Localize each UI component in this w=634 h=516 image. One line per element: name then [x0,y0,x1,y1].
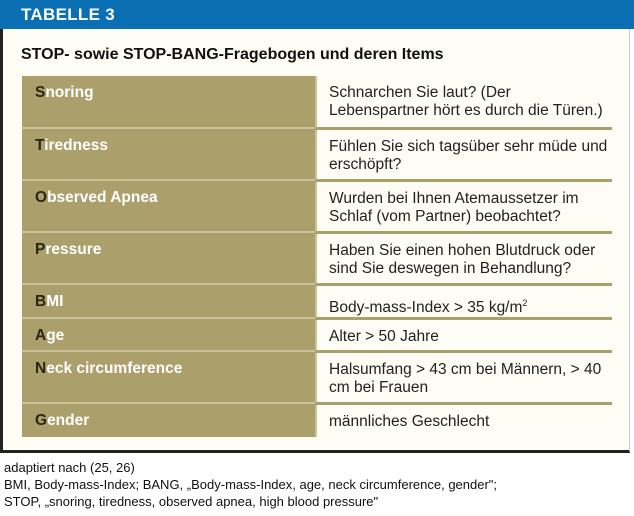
item-initial: N [35,360,47,378]
footnote: STOP, „snoring, tiredness, observed apnea, high blood pressure" [4,494,379,509]
item-rest: bserved Apnea [47,189,158,206]
table-row [22,318,612,351]
description-text: Schnarchen Sie laut? (Der Lebenspartner hört es durch die Türen.) [329,84,603,119]
superscript: 2 [522,297,528,308]
item-initial: G [35,412,48,430]
item-description [316,76,612,128]
item-name [22,318,316,351]
description-text: Fühlen Sie sich tagsüber sehr müde und erschöpft? [329,137,608,173]
item-initial: A [35,327,47,345]
item-initial: P [35,241,46,258]
item-description [316,403,612,437]
item-description [316,180,612,232]
item-initial: S [35,84,46,101]
item-name [22,128,316,180]
item-rest: iredness [44,137,108,154]
item-rest: ressure [45,241,102,258]
table-row [22,284,612,318]
item-description [316,128,612,180]
table-row [22,128,612,180]
item-description [316,318,612,351]
description-text: Halsumfang > 43 cm bei Männern, > 40 cm bei Frauen [329,360,602,396]
table-row [22,351,612,403]
item-rest: noring [45,84,94,101]
description-text: Haben Sie einen hohen Blutdruck oder sind Sie deswegen in Behandlung? [329,241,596,277]
item-rest: eck circumference [46,360,183,378]
item-name [22,180,316,232]
footnote: adaptiert nach (25, 26) [4,460,135,475]
item-initial: B [35,293,47,310]
description-text: Wurden bei Ihnen Atemaussetzer im Schlaf (vom Partner) beobachtet? [329,189,579,225]
item-name [22,351,316,403]
table-row [22,403,612,437]
item-initial: T [35,137,45,154]
table-row [22,232,612,284]
item-rest: MI [46,293,64,310]
item-description [316,232,612,284]
table-title: TABELLE 3 [21,5,116,24]
item-initial: O [35,189,48,206]
description-text: Alter > 50 Jahre [329,327,439,345]
item-rest: ge [46,327,65,345]
table-row [22,76,612,128]
description-text: Body-mass-Index > 35 kg/m [329,298,523,316]
description-text: männliches Geschlecht [329,412,490,430]
table-header [0,0,634,29]
item-name [22,403,316,437]
table-row [22,180,612,232]
stop-bang-table [22,76,612,437]
item-rest: ender [47,412,90,430]
footnotes [4,459,497,510]
footnote: BMI, Body-mass-Index; BANG, „Body-mass-Index, age, neck circumference, gender"; [4,477,498,492]
item-name [22,76,316,128]
item-description [316,351,612,403]
item-name [22,284,316,318]
table-subtitle: STOP- sowie STOP-BANG-Fragebogen und deren Items [21,46,444,63]
item-name [22,232,316,284]
item-description [316,284,612,318]
